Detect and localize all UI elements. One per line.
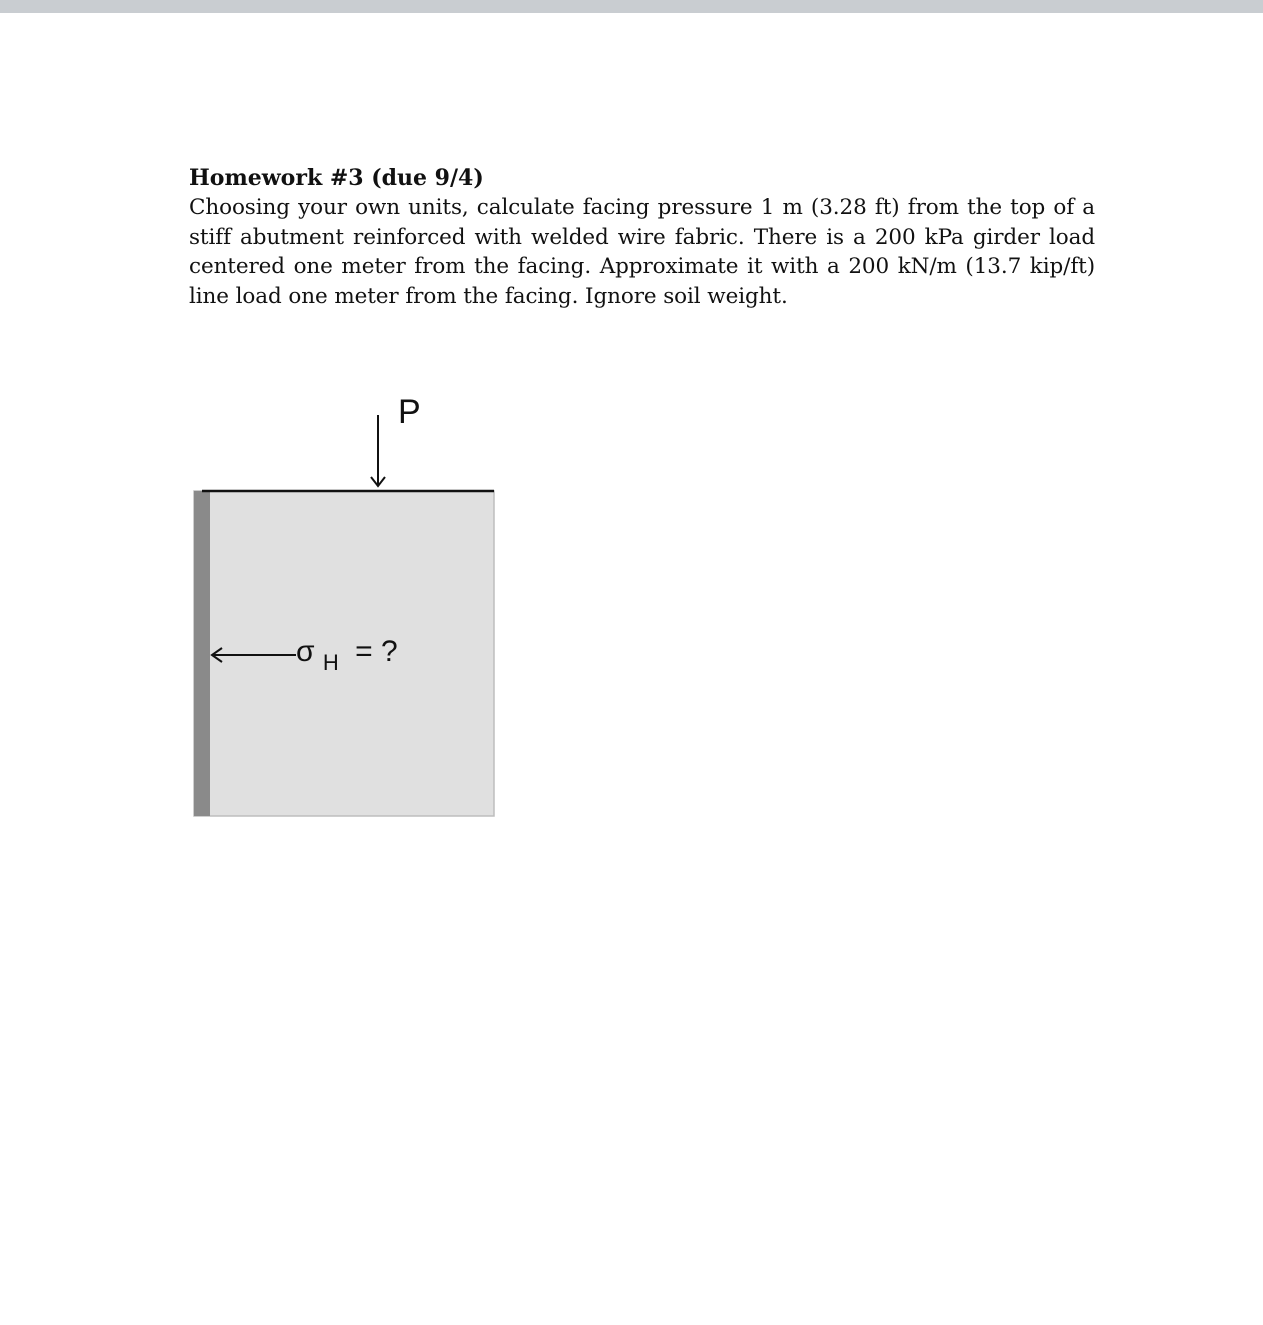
problem-body: Choosing your own units, calculate facing pressure 1 m (3.28 ft) from the top of a stiff abutment reinforced with welded wire fabric. There is a 200 kPa girder load centered one meter from the facing. Approximate it with a 200 kN/m (13.7 kip/ft) line load one meter from the facing. Ignore soil weight. — [189, 195, 1095, 309]
load-label-p: P — [398, 393, 421, 431]
top-bar — [0, 0, 1263, 13]
abutment-figure — [180, 378, 520, 848]
stress-rhs: = ? — [355, 635, 398, 668]
problem-title: Homework #3 (due 9/4) — [189, 165, 484, 191]
abutment-diagram — [180, 378, 520, 848]
problem-statement — [189, 163, 1095, 311]
stress-symbol: σ — [296, 635, 315, 668]
document-page — [0, 13, 1263, 1325]
stress-subscript: H — [322, 650, 339, 675]
abutment-facing — [194, 491, 210, 816]
